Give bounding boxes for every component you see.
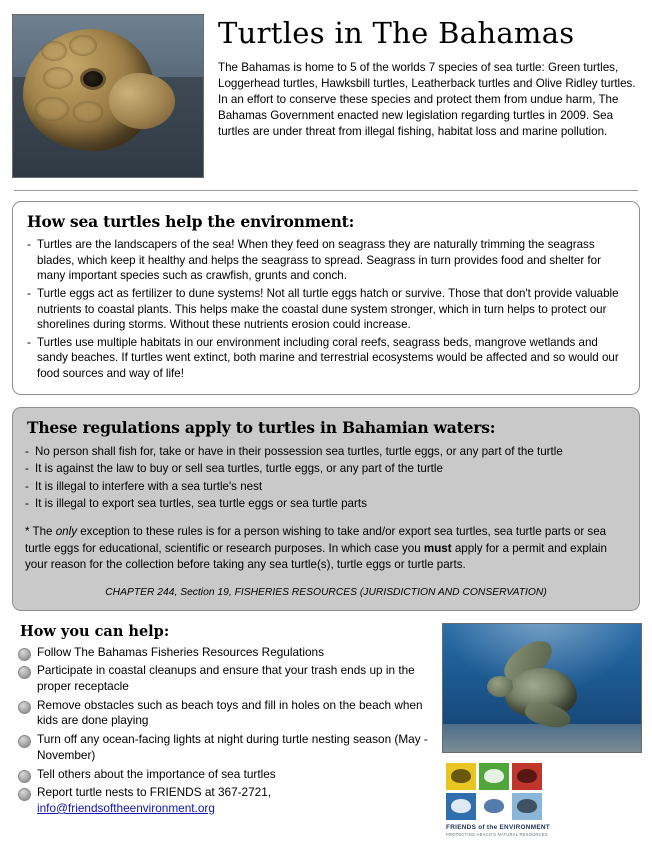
note-text-part-2: exception to these rules is for a person wishing to take and/or export sea turtles, sea turtle parts or sea turtle eggs for educational, scientific or research purposes. In which case you	[25, 525, 607, 555]
turtle-scale	[41, 41, 67, 61]
logo-tile-wave-white	[479, 793, 509, 820]
list-item-label: Tell others about the importance of sea turtles	[37, 766, 276, 781]
turtle-icon	[451, 799, 471, 813]
list-item	[18, 767, 432, 783]
regulations-panel-heading: These regulations apply to turtles in Bahamian waters:	[27, 417, 496, 437]
logo-tagline: PROTECTING ABACO'S NATURAL RESOURCES	[446, 831, 548, 837]
turtle-eye	[83, 71, 103, 87]
wave-icon	[484, 799, 504, 813]
help-section-heading: How you can help:	[20, 622, 170, 640]
list-item-label: Turn off any ocean-facing lights at night during turtle nesting season (May - November)	[37, 732, 428, 762]
bullet-dot-icon	[18, 770, 31, 783]
fish-icon	[451, 769, 471, 783]
list-item-label: Participate in coastal cleanups and ensure that your trash ends up in the proper receptacle	[37, 663, 415, 694]
coral-icon	[517, 799, 537, 813]
regulations-exception-note	[25, 524, 627, 573]
turtle-scale	[43, 67, 73, 89]
regulations-panel	[12, 407, 640, 611]
help-bullet-list	[18, 645, 432, 817]
list-item	[18, 645, 432, 661]
regulations-citation: CHAPTER 244, Section 19, FISHERIES RESOURCES (JURISDICTION AND CONSERVATION)	[105, 586, 547, 598]
list-item-label: Follow The Bahamas Fisheries Resources Regulations	[37, 644, 324, 659]
list-item: - It is illegal to interfere with a sea turtle's nest	[25, 478, 627, 495]
turtle-scale	[69, 35, 97, 56]
bullet-dot-icon	[18, 666, 31, 679]
logo-tile-turtle-blue	[446, 793, 476, 820]
document-header	[12, 14, 640, 178]
header-text-block	[216, 14, 640, 140]
turtle-snout-shape	[109, 73, 175, 129]
environment-bullet-list	[25, 237, 627, 382]
logo-organization-name: FRIENDS of the ENVIRONMENT	[446, 823, 551, 831]
turtle-scale	[35, 97, 69, 121]
regulations-list	[25, 443, 627, 513]
list-item	[18, 663, 432, 694]
swimming-sea-turtle-photo	[442, 623, 642, 753]
list-item: - Turtles are the landscapers of the sea! When they feed on seagrass they are naturally trimming the seagrass blades, which keep it healthy and helps the seagrass to spread. Seagrass in turn provides food and shelter for many important species such as crawfish, grunts and conch.	[25, 237, 627, 284]
list-item-label: Report turtle nests to FRIENDS at 367-2721,	[37, 785, 272, 800]
bullet-dot-icon	[18, 648, 31, 661]
turtle-scale	[73, 101, 103, 123]
help-media-block	[442, 623, 640, 837]
list-item: - It is illegal to export sea turtles, sea turtle eggs or sea turtle parts	[25, 495, 627, 512]
page-title: Turtles in The Bahamas	[218, 16, 575, 50]
list-item-contact	[18, 785, 432, 816]
logo-tile-fish-yellow	[446, 763, 476, 790]
sea-turtle-head-photo	[12, 14, 204, 178]
header-divider	[14, 190, 638, 191]
bird-icon	[517, 769, 537, 783]
intro-paragraph: The Bahamas is home to 5 of the worlds 7 species of sea turtle: Green turtles, Loggerhead turtles, Hawksbill turtles, Leatherback turtles and Olive Ridley turtles. In an effort to conserve these species and protect them from undue harm, The Bahamas Government enacted new legislation regarding turtles in 2009. Sea turtles are under threat from illegal fishing, habitat loss and marine pollution.	[218, 61, 636, 138]
friends-of-the-environment-logo	[442, 763, 640, 837]
note-text-part-1: * The	[25, 525, 56, 539]
photo-seafloor	[443, 724, 641, 752]
logo-tile-coral-lightblue	[512, 793, 542, 820]
leaf-icon	[484, 769, 504, 783]
list-item-label: Remove obstacles such as beach toys and fill in holes on the beach when kids are done playing	[37, 697, 423, 728]
note-emphasis-must: must	[423, 541, 452, 555]
bullet-dot-icon	[18, 788, 31, 801]
logo-tile-plant-green	[479, 763, 509, 790]
note-text-part-3: apply for a permit and explain your reason for the collection before taking any sea turtle(s), turtle eggs or turtle parts.	[25, 541, 607, 572]
contact-email-link[interactable]: info@friendsoftheenvironment.org	[37, 800, 215, 815]
list-item: - No person shall fish for, take or have in their possession sea turtles, turtle eggs, or any part of the turtle	[25, 443, 627, 460]
list-item: - Turtles use multiple habitats in our environment including coral reefs, seagrass beds, mangrove wetlands and sandy beaches. If turtles went extinct, both marine and terrestrial ecosystems would be affected and so would our food sources and way of life!	[25, 335, 627, 382]
logo-tile-bird-red	[512, 763, 542, 790]
bullet-dot-icon	[18, 735, 31, 748]
list-item	[18, 732, 432, 763]
turtle-head	[487, 676, 513, 697]
logo-color-grid	[446, 763, 640, 820]
list-item	[18, 698, 432, 729]
bullet-dot-icon	[18, 701, 31, 714]
environment-panel	[12, 201, 640, 395]
list-item: - Turtle eggs act as fertilizer to dune systems! Not all turtle eggs hatch or survive. Those that don't provide valuable nutrients to coastal plants. This helps make the coastal dune system stronger, which in turn helps to protect our shorelines during storms. Without these nutrients erosion could increase.	[25, 286, 627, 333]
note-emphasis-only: only	[55, 525, 78, 539]
help-section	[12, 623, 640, 837]
list-item: - It is against the law to buy or sell sea turtles, turtle eggs, or any part of the turtle	[25, 460, 627, 477]
environment-panel-heading: How sea turtles help the environment:	[27, 212, 355, 231]
help-text-block	[12, 623, 432, 820]
